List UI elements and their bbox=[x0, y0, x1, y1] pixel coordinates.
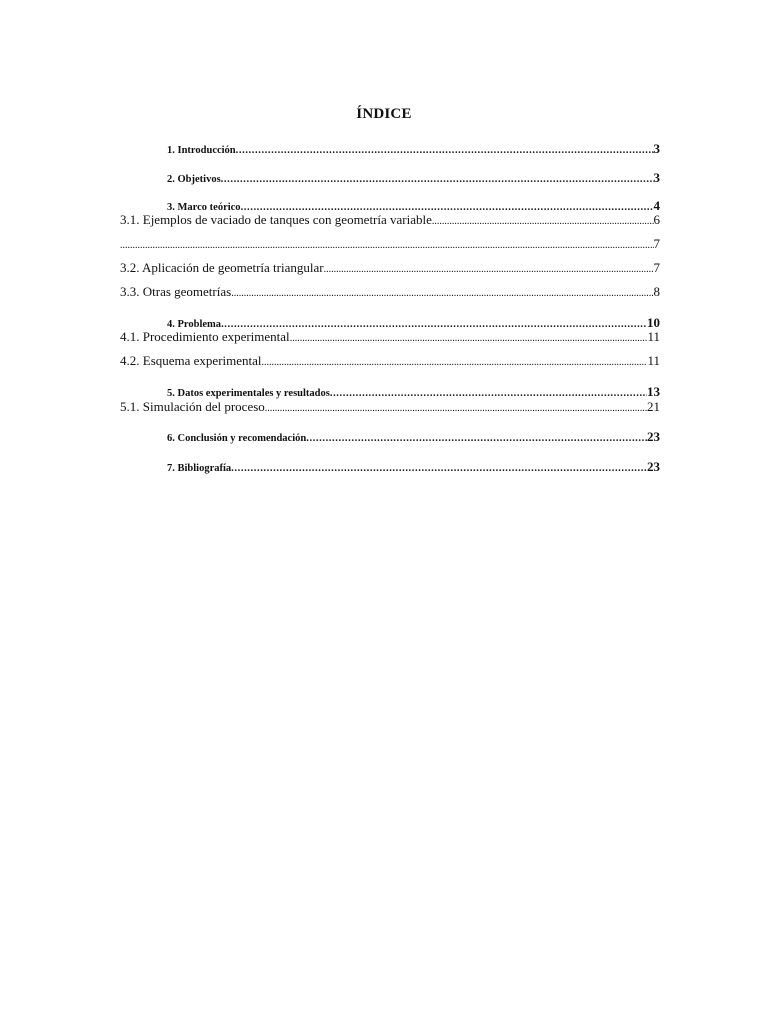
toc-entry-label: 6. Conclusión y recomendación bbox=[167, 433, 307, 444]
toc-entry-label: 5.1. Simulación del proceso bbox=[120, 399, 265, 414]
toc-entry-datos-experimentales[interactable] bbox=[167, 384, 660, 400]
toc-entry-page: 3 bbox=[653, 141, 660, 156]
toc-entry-page: 10 bbox=[647, 315, 660, 330]
toc-entry-4-2[interactable] bbox=[120, 353, 660, 369]
toc-entry-5-1[interactable] bbox=[120, 399, 660, 415]
toc-entry-4-1[interactable] bbox=[120, 329, 660, 345]
toc-entry-page: 21 bbox=[647, 399, 660, 414]
toc-entry-page: 7 bbox=[653, 236, 660, 251]
toc-leader-dots bbox=[330, 388, 647, 399]
toc-entry-label: 3.3. Otras geometrías bbox=[120, 284, 232, 299]
toc-entry-page: 7 bbox=[653, 260, 660, 275]
toc-leader-dots bbox=[120, 240, 654, 251]
toc-leader-dots bbox=[231, 288, 653, 299]
toc-leader-dots bbox=[290, 333, 648, 344]
toc-entry-label: 3. Marco teórico bbox=[167, 202, 241, 213]
toc-entry-3-1[interactable] bbox=[120, 212, 660, 228]
toc-entry-page: 23 bbox=[647, 459, 660, 474]
toc-entry-page: 11 bbox=[647, 329, 660, 344]
toc-entry-label: 3.1. Ejemplos de vaciado de tanques con geometría variable bbox=[120, 212, 432, 227]
toc-entry-page: 23 bbox=[647, 429, 660, 444]
toc-entry-objetivos[interactable] bbox=[167, 170, 660, 186]
toc-entry-label: 2. Objetivos bbox=[167, 174, 221, 185]
toc-leader-dots bbox=[265, 403, 647, 414]
toc-title: ÍNDICE bbox=[356, 106, 412, 122]
toc-entry-label: 4. Problema bbox=[167, 319, 222, 330]
toc-entry-label: 1. Introducción bbox=[167, 145, 236, 156]
toc-entry-3-2[interactable] bbox=[120, 260, 660, 276]
toc-leader-dots bbox=[324, 264, 654, 275]
toc-leader-dots bbox=[231, 463, 647, 474]
toc-entry-page: 4 bbox=[653, 198, 660, 213]
toc-entry-introduccion[interactable] bbox=[167, 141, 660, 157]
toc-entry-bibliografia[interactable] bbox=[167, 459, 660, 475]
toc-entry-page: 3 bbox=[653, 170, 660, 185]
toc-entry-page: 13 bbox=[647, 384, 660, 399]
toc-entry-label: 5. Datos experimentales y resultados bbox=[167, 388, 330, 399]
toc-leader-dots bbox=[236, 145, 654, 156]
toc-leader-dots bbox=[432, 216, 654, 227]
toc-leader-dots bbox=[221, 174, 654, 185]
toc-entry-continuation[interactable] bbox=[120, 236, 660, 252]
toc-entry-conclusion[interactable] bbox=[167, 429, 660, 445]
toc-leader-dots bbox=[262, 357, 648, 368]
toc-entry-page: 8 bbox=[653, 284, 660, 299]
toc-entry-label: 4.2. Esquema experimental bbox=[120, 353, 262, 368]
toc-entry-label: 7. Bibliografía bbox=[167, 463, 232, 474]
toc-leader-dots bbox=[306, 433, 647, 444]
toc-entry-label: 3.2. Aplicación de geometría triangular bbox=[120, 260, 324, 275]
toc-entry-label: 4.1. Procedimiento experimental bbox=[120, 329, 290, 344]
toc-entry-3-3[interactable] bbox=[120, 284, 660, 300]
toc-entry-page: 6 bbox=[653, 212, 660, 227]
toc-entry-page: 11 bbox=[647, 353, 660, 368]
